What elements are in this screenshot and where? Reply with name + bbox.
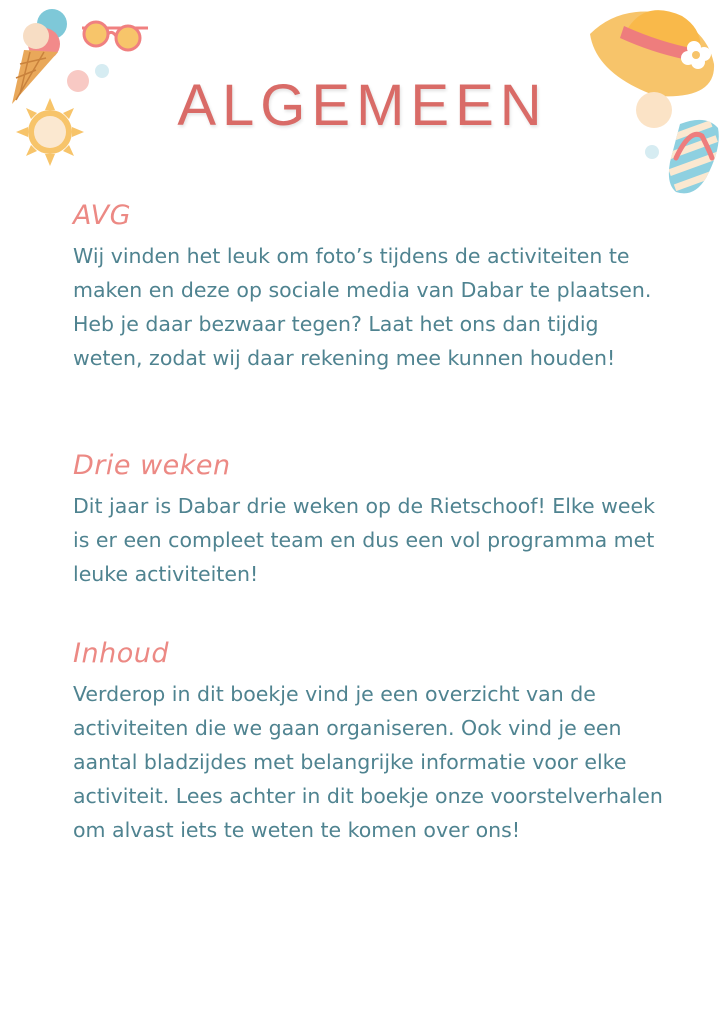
section-body: Verderop in dit boekje vind je een overzicht van de activiteiten die we gaan organiseren. Ook vind je een aantal bladzijdes met belangrijke informatie voor elke activiteit. Lees achter in dit boekje onze voorstelverhalen om alvast iets te weten te komen over ons! [73,682,663,842]
section-heading: Inhoud [73,638,169,669]
section-body: Wij vinden het leuk om foto’s tijdens de activiteiten te maken en deze op sociale media van Dabar te plaatsen. Heb je daar bezwaar tegen? Laat het ons dan tijdig weten, zodat wij daar rekening mee kunnen houden! [73,244,652,370]
section-body: Dit jaar is Dabar drie weken op de Rietschoof! Elke week is er een compleet team en dus een vol programma met leuke activiteiten! [73,494,656,586]
section-drie-weken [73,450,673,591]
section-avg [73,200,673,375]
section-heading: Drie weken [73,450,231,481]
section-inhoud [73,638,673,847]
sunglasses-icon [80,18,150,58]
page-title: ALGEMEEN [177,73,548,138]
section-heading: AVG [73,200,132,231]
